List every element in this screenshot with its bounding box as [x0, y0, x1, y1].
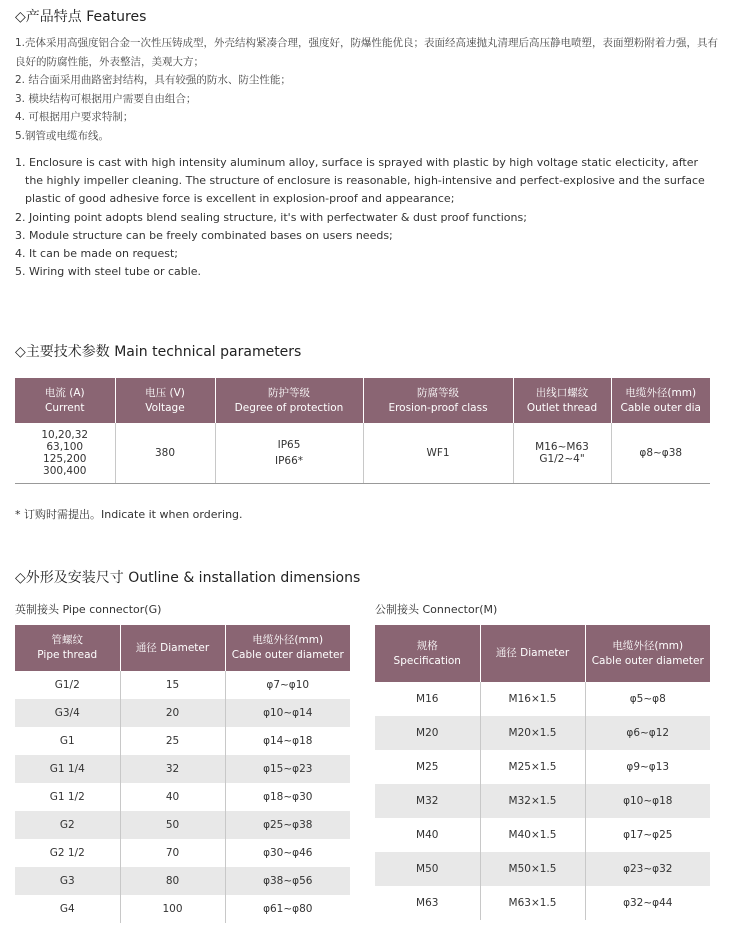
pipe-cable-cell: φ10~φ14	[225, 699, 350, 727]
metric-cable-cell: φ5~φ8	[629, 693, 666, 705]
table-row	[15, 895, 350, 923]
metric-spec-cell: M50	[375, 852, 480, 886]
pipe-cable-cell: φ14~φ18	[263, 735, 313, 747]
metric-spec-cell: M25	[375, 750, 480, 784]
pipe-diameter-cell: 50	[120, 811, 225, 839]
outline-heading: ◇外形及安装尺寸 Outline & installation dimensions	[15, 570, 361, 586]
metric-connector-table	[375, 625, 710, 920]
pipe-thread-cell: G1 1/4	[15, 755, 120, 783]
pipe-diameter-cell: 80	[120, 867, 225, 895]
table-row	[15, 755, 350, 783]
features-en-item: 2. Jointing point adopts blend sealing structure, it's with perfectwater & dust proof functions;	[15, 210, 527, 224]
metric-cable-cell: φ17~φ25	[623, 829, 673, 841]
pipe-thread-cell: G4	[15, 895, 120, 923]
metric-connector-label: 公制接头 Connector(M)	[375, 603, 498, 616]
pipe-thread-cell: G2	[15, 811, 120, 839]
metric-diameter-cell: M32×1.5	[480, 784, 585, 818]
order-note: * 订购时需提出。Indicate it when ordering.	[15, 508, 243, 521]
metric-cable-cell: φ23~φ32	[585, 852, 710, 886]
pipe-cable-cell: φ7~φ10	[266, 679, 310, 691]
metric-diameter-cell: M40×1.5	[480, 818, 585, 852]
params-header-cell: 电压 (V) Voltage	[115, 378, 215, 423]
metric-diameter-cell: M20×1.5	[480, 716, 585, 750]
table-row	[15, 867, 350, 895]
table-row	[375, 682, 710, 716]
pipe-cable-cell: φ15~φ23	[225, 755, 350, 783]
table-row	[375, 818, 710, 852]
metric-cable-cell: φ6~φ12	[585, 716, 710, 750]
pipe-header-cell: 通径 Diameter	[120, 625, 225, 671]
metric-header-cell: 通径 Diameter	[480, 625, 585, 682]
pipe-diameter-cell: 32	[120, 755, 225, 783]
features-heading: ◇产品特点 Features	[15, 9, 147, 25]
metric-spec-cell: M20	[375, 716, 480, 750]
features-en-item: plastic of good adhesive force is excellent in explosion-proof and appearance;	[25, 192, 455, 206]
current-values: 10,20,32 63,100 125,200 300,400	[15, 423, 115, 483]
params-header-row	[15, 378, 710, 423]
params-header-cell: 防护等级 Degree of protection	[215, 378, 363, 423]
features-cn-list	[15, 34, 720, 145]
pipe-diameter-cell: 40	[120, 783, 225, 811]
features-en-item: the highly impeller cleaning. The structure of enclosure is reasonable, high-intensive and perfect-explosive and the surface	[25, 174, 705, 188]
table-row	[15, 671, 350, 699]
pipe-cable-cell: φ38~φ56	[225, 867, 350, 895]
pipe-header-cell: 电缆外径(mm) Cable outer diameter	[225, 625, 350, 671]
pipe-cable-cell: φ30~φ46	[263, 847, 313, 859]
features-en-item: 3. Module structure can be freely combinated bases on users needs;	[15, 228, 393, 242]
pipe-thread-cell: G3/4	[15, 699, 120, 727]
pipe-connector-label: 英制接头 Pipe connector(G)	[15, 603, 162, 616]
metric-diameter-cell: M50×1.5	[480, 852, 585, 886]
features-cn-item: 5.钢管或电缆布线。	[15, 129, 110, 142]
thread-values: M16~M63 G1/2~4"	[513, 423, 611, 483]
pipe-cable-cell: φ25~φ38	[225, 811, 350, 839]
params-table	[15, 378, 710, 484]
pipe-thread-cell: G2 1/2	[15, 839, 120, 867]
table-row	[15, 783, 350, 811]
pipe-thread-cell: G1 1/2	[15, 783, 120, 811]
table-row	[15, 699, 350, 727]
protection-values: IP65 IP66*	[215, 423, 363, 483]
pipe-thread-cell: G1	[15, 727, 120, 755]
params-heading: ◇主要技术参数 Main technical parameters	[15, 344, 302, 360]
features-en-item: 5. Wiring with steel tube or cable.	[15, 265, 202, 279]
metric-cable-cell: φ32~φ44	[623, 897, 673, 909]
params-data-row	[15, 423, 710, 483]
table-row	[15, 839, 350, 867]
features-cn-item: 3. 模块结构可根据用户需要自由组合；	[15, 92, 197, 105]
metric-spec-cell: M32	[375, 784, 480, 818]
pipe-header-row	[15, 625, 350, 671]
metric-header-row	[375, 625, 710, 682]
metric-spec-cell: M63	[375, 886, 480, 920]
pipe-diameter-cell: 15	[120, 671, 225, 699]
params-header-cell: 电缆外径(mm) Cable outer dia	[611, 378, 710, 423]
pipe-diameter-cell: 20	[120, 699, 225, 727]
pipe-cable-cell: φ18~φ30	[263, 791, 313, 803]
features-en-item: 1. Enclosure is cast with high intensity aluminum alloy, surface is sprayed with plastic by high voltage static electicity, after	[15, 156, 699, 169]
metric-header-cell: 电缆外径(mm) Cable outer diameter	[585, 625, 710, 682]
metric-diameter-cell: M25×1.5	[480, 750, 585, 784]
pipe-thread-cell: G1/2	[15, 671, 120, 699]
pipe-header-cell: 管螺纹 Pipe thread	[15, 625, 120, 671]
features-cn-item: 1.壳体采用高强度铝合金一次性压铸成型，外壳结构紧凑合理，强度好，防爆性能优良；表面经高速抛丸清理后高压静电喷塑，表面塑粉附着力强，具有良好的防腐性能，外表整洁，美观大方；	[15, 37, 719, 68]
table-row	[375, 886, 710, 920]
params-header-cell: 防腐等级 Erosion-proof class	[363, 378, 513, 423]
metric-header-cell: 规格 Specification	[375, 625, 480, 682]
pipe-connector-table	[15, 625, 350, 923]
params-header-cell: 电流 (A) Current	[15, 378, 115, 423]
pipe-diameter-cell: 100	[120, 895, 225, 923]
features-cn-item: 4. 可根据用户要求特制；	[15, 111, 134, 123]
params-header-cell: 出线口螺纹 Outlet thread	[513, 378, 611, 423]
metric-cable-cell: φ9~φ13	[626, 761, 670, 773]
metric-cable-cell: φ10~φ18	[585, 784, 710, 818]
features-en-list	[15, 154, 725, 281]
features-en-item: 4. It can be made on request;	[15, 247, 178, 261]
pipe-cable-cell: φ61~φ80	[263, 903, 313, 915]
erosion-value: WF1	[363, 423, 513, 483]
table-row	[375, 852, 710, 886]
pipe-diameter-cell: 25	[120, 727, 225, 755]
table-row	[15, 811, 350, 839]
metric-spec-cell: M40	[375, 818, 480, 852]
table-row	[375, 716, 710, 750]
metric-spec-cell: M16	[375, 682, 480, 716]
cable-value: φ8~φ38	[611, 423, 710, 483]
pipe-diameter-cell: 70	[120, 839, 225, 867]
table-row	[375, 750, 710, 784]
table-row	[15, 727, 350, 755]
table-row	[375, 784, 710, 818]
voltage-value: 380	[115, 423, 215, 483]
features-cn-item: 2. 结合面采用曲路密封结构，具有较强的防水、防尘性能；	[15, 74, 291, 86]
pipe-thread-cell: G3	[15, 867, 120, 895]
metric-diameter-cell: M63×1.5	[480, 886, 585, 920]
metric-diameter-cell: M16×1.5	[480, 682, 585, 716]
